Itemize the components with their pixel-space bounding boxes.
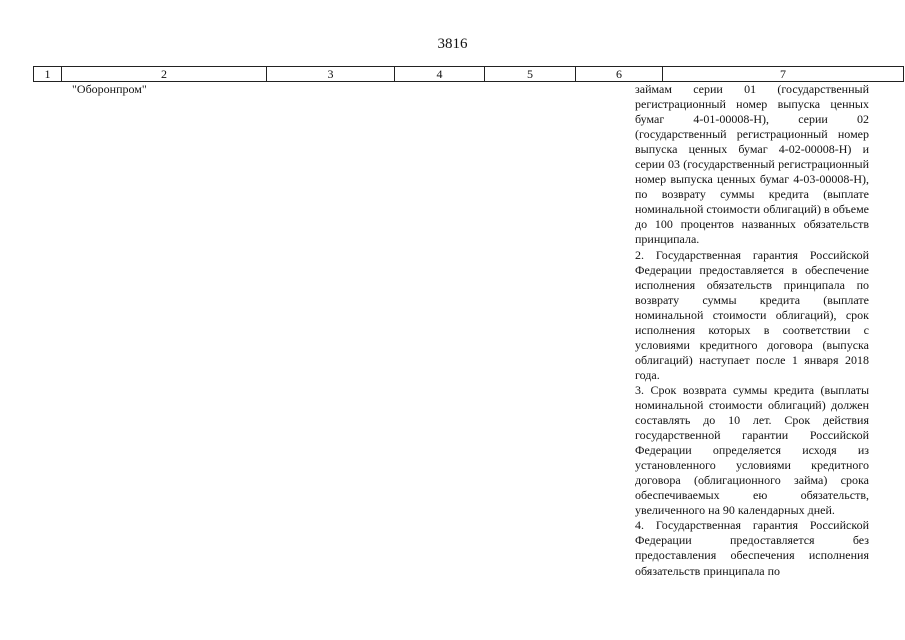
header-cell-2: 2 — [62, 67, 267, 82]
terms-paragraph: 4. Государственная гарантия Российской Федерации предоставляется без предоставления обеспечения исполнения обязательств принципала по — [635, 518, 869, 578]
header-cell-5: 5 — [485, 67, 576, 82]
terms-paragraph: 2. Государственная гарантия Российской Федерации предоставляется в обеспечение исполнения обязательств принципала по возврату суммы кредита (выплате номинальной стоимости облигаций), срок исполнения которых в соответствии с условиями кредитного договора (выпуска облигаций) наступает после 1 января 2018 года. — [635, 247, 869, 382]
column-number-header — [33, 66, 904, 82]
header-cell-1: 1 — [34, 67, 62, 82]
header-cell-6: 6 — [576, 67, 663, 82]
terms-paragraph: займам серии 01 (государственный регистрационный номер выпуска ценных бумаг 4-01-00008-Н), серии 02 (государственный регистрационный номер выпуска ценных бумаг 4-02-00008-Н) и серии 03 (государственный регистрационный номер выпуска ценных бумаг 4-03-00008-Н), по возврату суммы кредита (выплате номинальной стоимости облигаций) в объеме до 100 процентов названных обязательств принципала. — [635, 82, 869, 247]
header-cell-7: 7 — [663, 67, 904, 82]
header-cell-4: 4 — [395, 67, 485, 82]
header-row — [34, 67, 904, 82]
header-cell-3: 3 — [267, 67, 395, 82]
page-number: 3816 — [437, 36, 468, 52]
terms-paragraph: 3. Срок возврата суммы кредита (выплаты номинальной стоимости облигаций) должен составлять до 10 лет. Срок действия государственной гарантии Российской Федерации определяется исходя из установленного условиями кредитного договора (облигационного займа) срока обеспечиваемых ею обязательств, увеличенного на 90 календарных дней. — [635, 382, 869, 518]
guarantee-terms-text — [635, 82, 869, 579]
principal-name: "Оборонпром" — [72, 82, 147, 96]
